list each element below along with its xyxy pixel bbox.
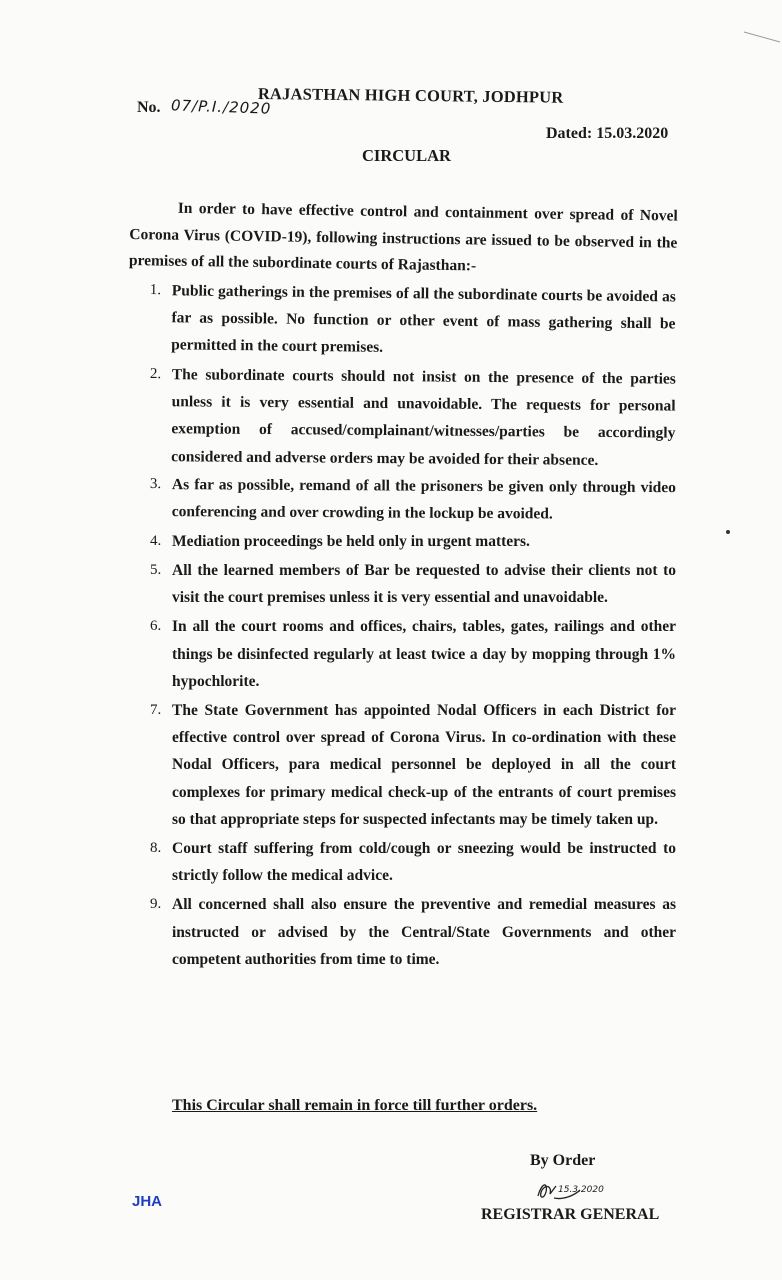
reference-number <box>137 98 271 117</box>
signature-mark <box>534 1176 606 1204</box>
by-order-label: By Order <box>530 1152 596 1169</box>
item-number: 5. <box>150 562 162 579</box>
item-number: 3. <box>149 476 162 493</box>
item-text: All concerned shall also ensure the preventive and remedial measures as instructed or advised by the Central/State Governments and other competent authorities from time to time. <box>172 896 676 968</box>
item-text: All the learned members of Bar be requested to advise their clients not to visit the court premises unless it is very essential and unavoidable. <box>172 562 676 607</box>
item-text: Public gatherings in the premises of all the subordinate courts be avoided as far as possible. No function or other event of mass gathering shall be permitted in the court premises. <box>171 282 676 357</box>
item-number: 8. <box>150 840 162 857</box>
signature-date: 15.3.2020 <box>558 1185 604 1195</box>
item-text: The subordinate courts should not insist on the presence of the parties unless it is very essential and unavoidable. The requests for personal exemption of accused/complainant/witnesses/parties be accordingly considered and adverse orders may be avoided for their absence. <box>171 365 676 469</box>
instruction-list <box>150 277 676 975</box>
list-item <box>149 277 676 365</box>
list-item <box>150 613 676 695</box>
item-number: 6. <box>150 618 162 635</box>
initials-label: JHA <box>132 1193 163 1210</box>
reference-label: No. <box>137 99 161 116</box>
list-item <box>150 528 676 555</box>
document-title: CIRCULAR <box>362 146 451 165</box>
list-item <box>150 697 676 833</box>
item-number: 1. <box>149 281 162 299</box>
item-number: 7. <box>150 702 162 719</box>
item-text: As far as possible, remand of all the prisoners be given only through video conferencing and over crowding in the lockup be avoided. <box>171 476 676 524</box>
registrar-title: REGISTRAR GENERAL <box>481 1206 660 1223</box>
intro-paragraph <box>129 195 678 283</box>
date-line: Dated: 15.03.2020 <box>546 125 669 142</box>
item-text: Court staff suffering from cold/cough or sneezing would be instructed to strictly follow the medical advice. <box>172 840 676 885</box>
item-text: In all the court rooms and offices, chairs, tables, gates, railings and other things be disinfected regularly at least twice a day by mopping through 1% hypochlorite. <box>172 618 676 690</box>
court-title: RAJASTHAN HIGH COURT, JODHPUR <box>257 84 564 107</box>
intro-text: In order to have effective control and containment over spread of Novel Corona Virus (COVID-19), following instructions are issued to be observed in the premises of all the subordinate courts of Rajasthan:- <box>128 199 678 275</box>
item-number: 9. <box>150 896 162 913</box>
item-text: The State Government has appointed Nodal Officers in each District for effective control over spread of Corona Virus. In co-ordination with these Nodal Officers, para medical personnel be deployed in all the court complexes for primary medical check-up of the entrants of court premises so that appropriate steps for suspected infectants may be timely taken up. <box>172 702 676 828</box>
list-item <box>150 891 676 973</box>
scan-edge-mark <box>742 14 782 44</box>
list-item <box>150 835 676 889</box>
list-item <box>149 361 676 474</box>
item-number: 4. <box>150 532 162 549</box>
scan-speck <box>726 530 730 534</box>
list-item <box>150 557 676 611</box>
item-number: 2. <box>149 365 162 382</box>
reference-value: 07/P.I./2020 <box>170 96 272 118</box>
item-text: Mediation proceedings be held only in urgent matters. <box>172 532 530 550</box>
force-note: This Circular shall remain in force till further orders. <box>172 1097 538 1114</box>
list-item <box>150 471 676 529</box>
